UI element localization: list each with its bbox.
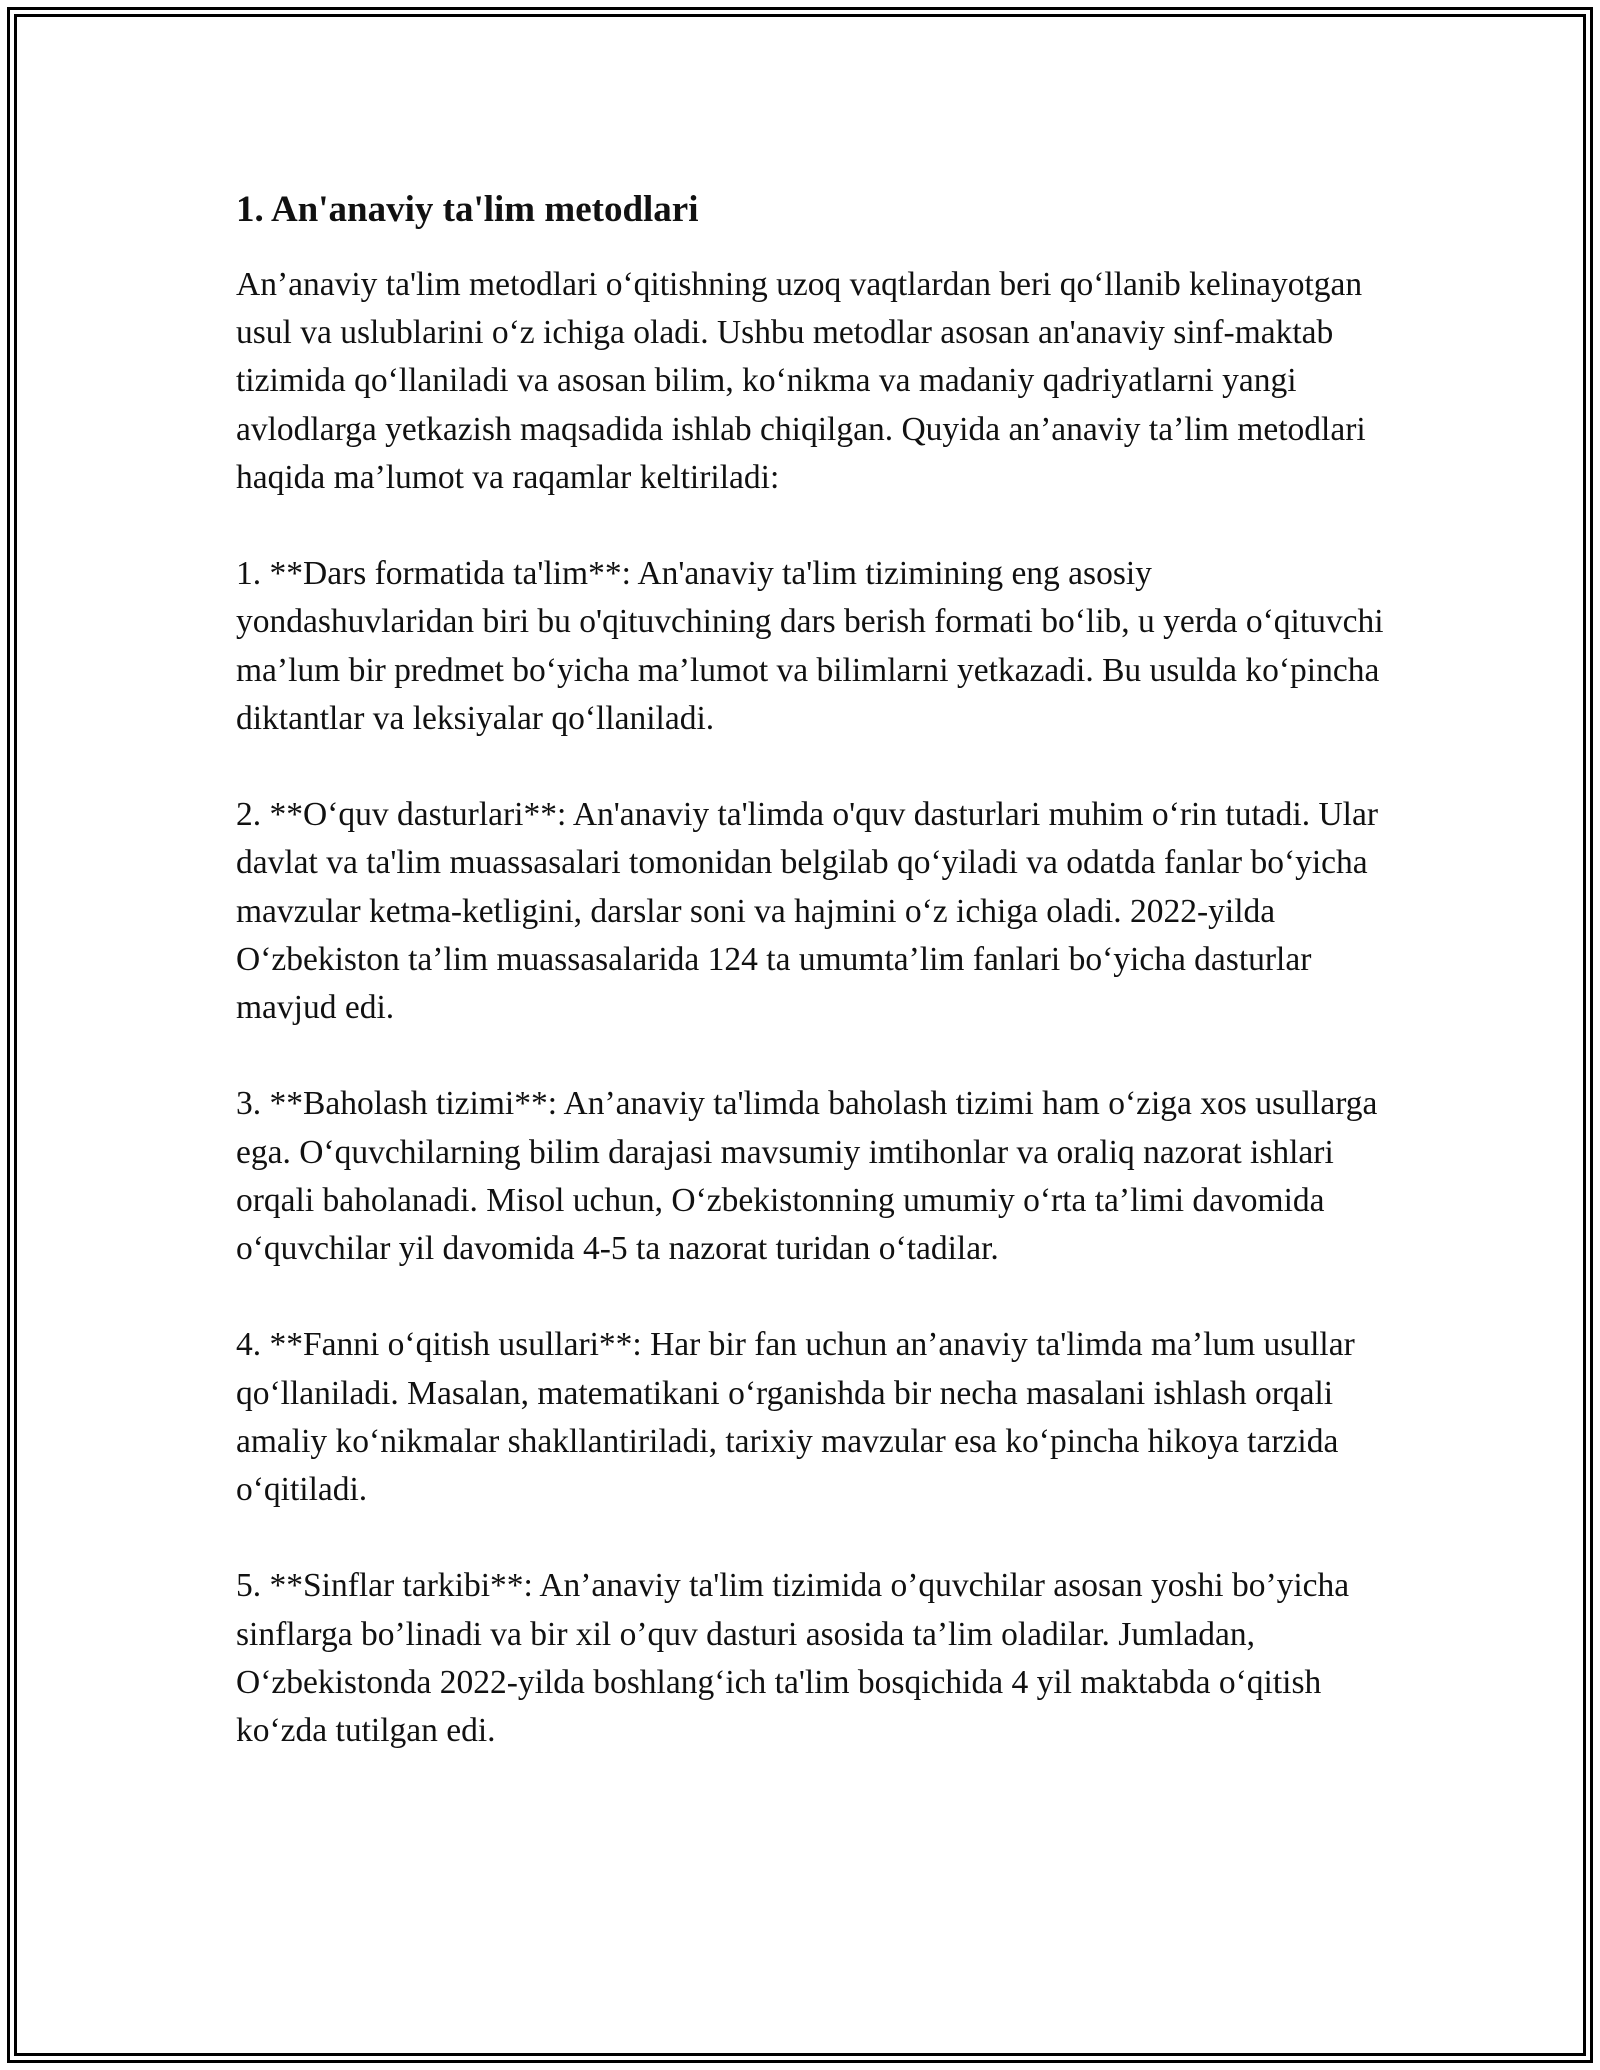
- list-item-dars-formatida: 1. **Dars formatida ta'lim**: An'anaviy ta'lim tizimining eng asosiy yondashuvlaridan biri bu o'qituvchining dars berish formati bo‘lib, u yerda o‘qituvchi ma’lum bir predmet bo‘yicha ma’lumot va bilimlarni yetkazadi. Bu usulda ko‘pincha diktantlar va leksiyalar qo‘llaniladi.: [236, 555, 1384, 737]
- list-item-sinflar-tarkibi: 5. **Sinflar tarkibi**: An’anaviy ta'lim tizimida o’quvchilar asosan yoshi bo’yicha sinflarga bo’linadi va bir xil o’quv dasturi asosida ta’lim oladilar. Jumladan, O‘zbekistonda 2022-yilda boshlang‘ich ta'lim bosqichida 4 yil maktabda o‘qitish ko‘zda tutilgan edi.: [236, 1567, 1350, 1750]
- list-item-oquv-dasturlari: 2. **O‘quv dasturlari**: An'anaviy ta'limda o'quv dasturlari muhim o‘rin tutadi. Ular davlat va ta'lim muassasalari tomonidan belgilab qo‘yiladi va odatda fanlar bo‘yicha mavzular ketma-ketligini, darslar soni va hajmini o‘z ichiga oladi. 2022-yilda O‘zbekiston ta’lim muassasalarida 124 ta umumta’lim fanlari bo‘yicha dasturlar mavjud edi.: [236, 796, 1378, 1027]
- list-item-fanni-oqitish: 4. **Fanni o‘qitish usullari**: Har bir fan uchun an’anaviy ta'limda ma’lum usullar qo‘llaniladi. Masalan, matematikani o‘rganishda bir necha masalani ishlash orqali amaliy ko‘nikmalar shakllantiriladi, tarixiy mavzular esa ko‘pincha hikoya tarzida o‘qitiladi.: [236, 1326, 1355, 1509]
- section-heading: 1. An'anaviy ta'lim metodlari: [236, 189, 699, 230]
- list-item-baholash-tizimi: 3. **Baholash tizimi**: An’anaviy ta'limda baholash tizimi ham o‘ziga xos usullarga ega. O‘quvchilarning bilim darajasi mavsumiy imtihonlar va oraliq nazorat ishlari orqali baholanadi. Misol uchun, O‘zbekistonning umumiy o‘rta ta’limi davomida o‘quvchilar yil davomida 4-5 ta nazorat turidan o‘tadilar.: [236, 1085, 1378, 1268]
- intro-paragraph: An’anaviy ta'lim metodlari o‘qitishning uzoq vaqtlardan beri qo‘llanib kelinayotgan usul va uslublarini o‘z ichiga oladi. Ushbu metodlar asosan an'anaviy sinf-maktab tizimida qo‘llaniladi va asosan bilim, ko‘nikma va madaniy qadriyatlarni yangi avlodlarga yetkazish maqsadida ishlab chiqilgan. Quyida an’anaviy ta’lim metodlari haqida ma’lumot va raqamlar keltiriladi:: [236, 266, 1366, 496]
- document-body: [236, 186, 1386, 1755]
